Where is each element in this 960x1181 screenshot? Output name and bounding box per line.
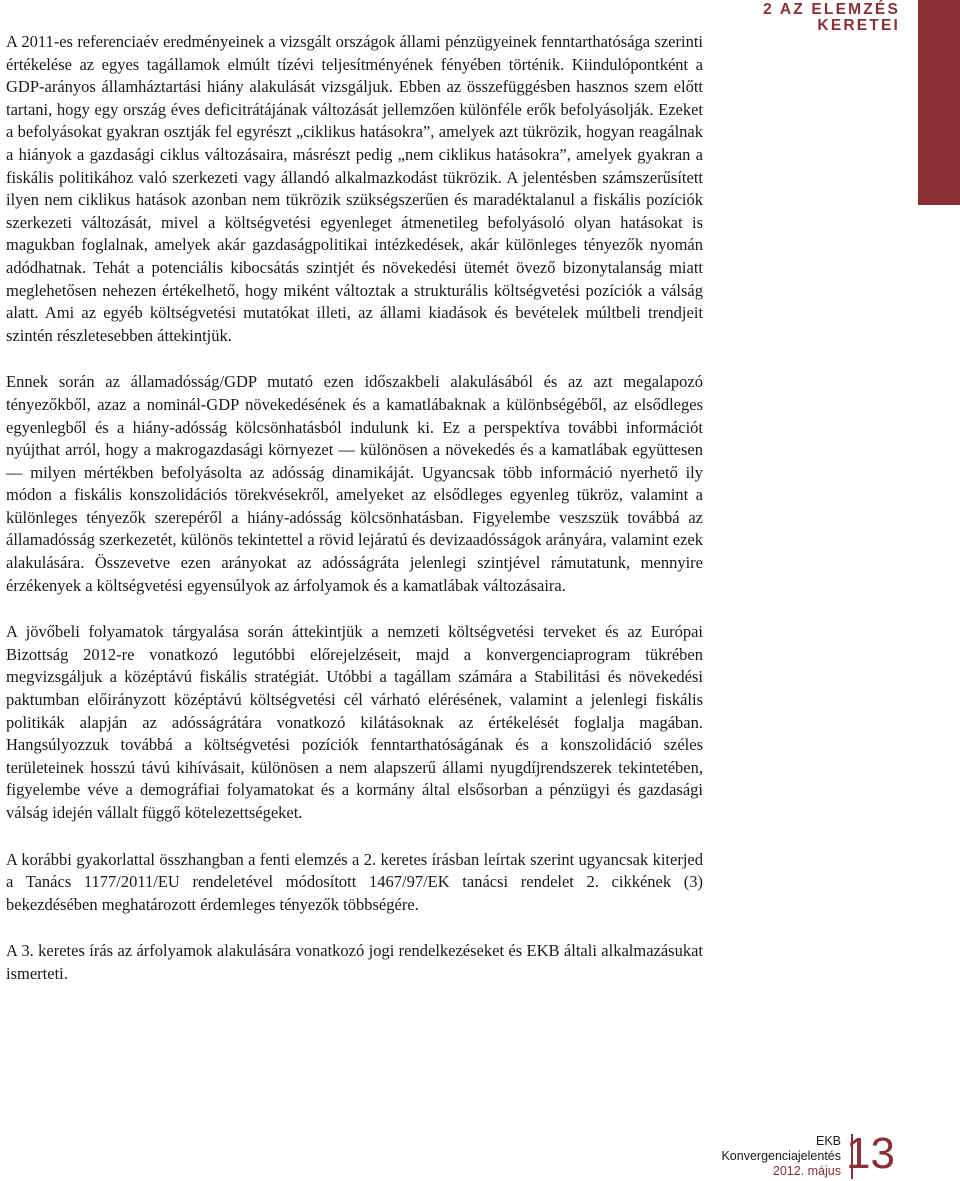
paragraph-2: Ennek során az államadósság/GDP mutató ezen időszakbeli alakulásából és az azt megalapozó tényezőkből, azaz a nominál-GDP növekedésének és a kamatlábaknak a különbségéből, az elsődleges egyenlegből és a hiány-adósság kölcsönhatásból indulunk ki. Ez a perspektíva további információt nyújthat arról, hogy a makrogazdasági környezet — különösen a növekedés és a kamatlábak együttesen — milyen mértékben befolyásolta az adósság dinamikáját. Ugyancsak több információ nyerhető ily módon a fiskális konszolidációs törekvésekről, amelyeket az elsődleges egyenleg tükröz, valamint a különleges tényezők szerepéről a hiány-adósság kölcsönhatásban. Figyelembe veszszük továbbá az államadósság szerkezetét, különös tekintettel a rövid lejáratú és devizaadósságok arányára, valamint ezek alakulására. Összevetve ezen arányokat az adósságráta jelenlegi szintjével rámutatunk, mennyire érzékenyek a költségvetési egyensúlyok az árfolyamok és a kamatlábak változásaira. — [6, 372, 703, 595]
page-number: 13 — [846, 1129, 895, 1178]
paragraph-1: A 2011-es referenciaév eredményeinek a vizsgált országok állami pénzügyeinek fenntarthatósága szerinti értékelése az egyes tagállamok elmúlt tízévi teljesítményének fényében történik. Kiindulópontként a GDP-arányos államháztartási hiány alakulását vizsgáljuk. Ebben az összefüggésben hasznos szem előtt tartani, hogy egy ország éves deficitrátájának változását jellemzően különféle erők befolyásolják. Ezeket a befolyásokat gyakran osztják fel egyrészt „ciklikus hatásokra”, amelyek azt tükrözik, hogyan reagálnak a hiányok a gazdasági ciklus változásaira, másrészt pedig „nem ciklikus hatásokra”, amelyek gyakran a fiskális politikához való szerkezeti vagy állandó alkalmazkodást tükrözik. A jelentésben számszerűsített ilyen nem ciklikus hatások azonban nem tükrözik szükségszerűen és maradéktalanul a fiskális pozíciók szerkezeti változását, mivel a költségvetési egyenleget átmenetileg befolyásoló olyan hatásokat is magukban foglalnak, amelyek akár gazdaságpolitikai intézkedések, akár különleges tényezők nyomán adódhatnak. Tehát a potenciális kibocsátás szintjét és növekedési ütemét övező bizonytalanság miatt meglehetősen nehezen értékelhető, hogy miként változtak a strukturális költségvetési pozíciók a válság alatt. Ami az egyéb költségvetési mutatókat illeti, az állami kiadások és bevételek múltbeli trendjeit szintén részletesebben áttekintjük. — [6, 32, 703, 345]
paragraph-3: A jövőbeli folyamatok tárgyalása során áttekintjük a nemzeti költségvetési terveket és az Európai Bizottság 2012-re vonatkozó legutóbbi előrejelzéseit, majd a konvergenciaprogram tükrében megvizsgáljuk a középtávú fiskális stratégiát. Utóbbi a tagállam számára a Stabilitási és növekedési paktumban előirányzott középtávú költségvetési cél várható elérésének, valamint a jelenlegi fiskális politikák alapján az adósságrátára vonatkozó kilátásoknak az értékelését foglalja magában. Hangsúlyozzuk továbbá a költségvetési pozíciók fenntarthatóságának és a konszolidáció széles területeinek hosszú távú kihívásait, különösen a nem alapszerű állami nyugdíjrendszerek tekintetében, figyelembe véve a demográfiai folyamatokat és a kormány által elsősorban a pénzügyi és gazdasági válság idején vállalt függő kötelezettségeket. — [6, 622, 703, 822]
footer-publication: Konvergenciajelentés — [721, 1149, 841, 1163]
paragraph-4: A korábbi gyakorlattal összhangban a fenti elemzés a 2. keretes írásban leírtak szerint ugyancsak kiterjed a Tanács 1177/2011/EU rendeletével módosított 1467/97/EK tanácsi rendelet 2. cikkének (3) bekezdésében meghatározott érdemleges tényezők többségére. — [6, 849, 703, 914]
chapter-side-tab — [918, 0, 960, 205]
body-text — [6, 31, 703, 1010]
footer-publisher: EKB — [815, 1134, 841, 1148]
paragraph-5: A 3. keretes írás az árfolyamok alakulására vonatkozó jogi rendelkezéseket és EKB általi alkalmazásukat ismerteti. — [6, 941, 703, 983]
footer-date: 2012. május — [772, 1164, 841, 1178]
section-heading-line2: KERETEI — [817, 17, 900, 34]
section-heading — [763, 2, 900, 34]
page-footer — [595, 1129, 945, 1179]
footer-publication-info — [721, 1134, 841, 1179]
section-heading-line1: 2 AZ ELEMZÉS — [763, 1, 900, 18]
